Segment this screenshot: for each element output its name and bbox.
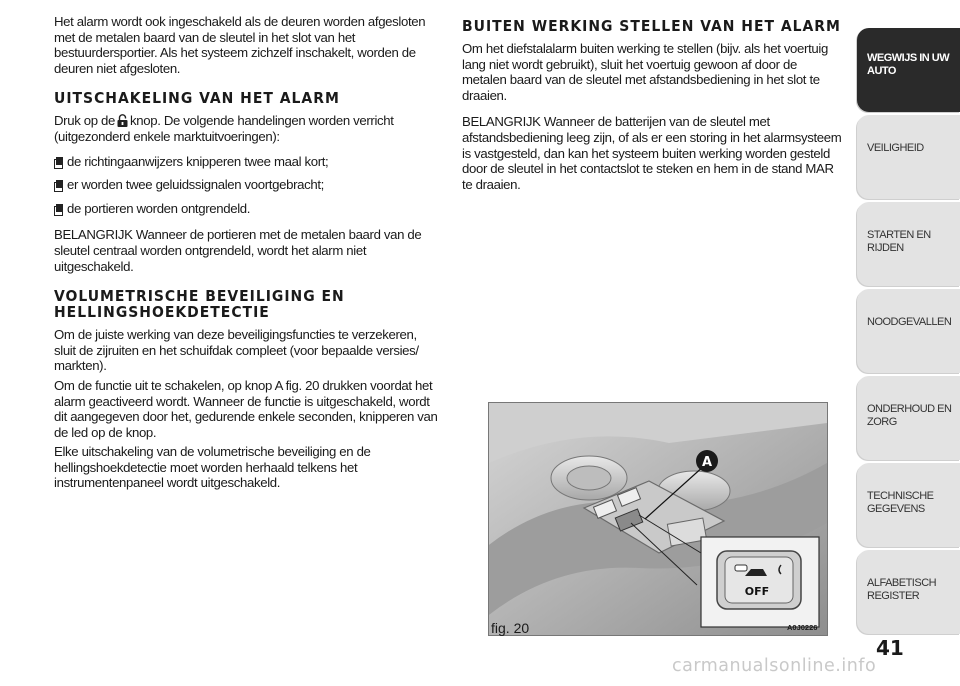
section-title-volumetric: VOLUMETRISCHE BEVEILIGING EN HELLINGSHOEKDETECTIE — [54, 287, 345, 322]
unlock-key-icon — [117, 114, 128, 127]
list-item: er worden twee geluidssignalen voortgebracht; — [54, 177, 439, 193]
tab-noodgevallen[interactable]: NOODGEVALLEN — [857, 289, 960, 373]
volumetric-paragraph-3: Elke uitschakeling van de volumetrische beveiliging en de hellingshoekdetectie moet worden herhaald telkens het instrumentenpaneel wordt uitgeschakeld. — [54, 444, 371, 491]
off-button-label: OFF — [744, 585, 770, 598]
figure-20-roof-console — [488, 402, 828, 636]
disable-paragraph: Om het diefstalalarm buiten werking te stellen (bijv. als het voertuig lang niet wordt gebruikt), sluit het voertuig gewoon af door de metalen baard van de sleutel met afstandsbediening in het slot te draaien. — [462, 41, 828, 103]
section-title-disable-alarm: BUITEN WERKING STELLEN VAN HET ALARM — [462, 17, 841, 35]
tab-veiligheid[interactable]: VEILIGHEID — [857, 115, 960, 199]
bullet-icon — [54, 204, 63, 214]
callout-label-a: A — [701, 455, 713, 470]
page-number: 41 — [876, 636, 904, 660]
figure-code: A0J0226 — [787, 623, 818, 632]
bullet-icon — [54, 157, 63, 167]
battery-note: BELANGRIJK Wanneer de batterijen van de sleutel met afstandsbediening leeg zijn, of als er een storing in het alarmsysteem is vastgesteld, dan kan het systeem buiten werking worden gesteld door de sleutel in het contactslot te steken en hem in de stand MAR te draaien. — [462, 114, 842, 192]
list-item: de richtingaanwijzers knipperen twee maal kort; — [54, 154, 439, 170]
right-column — [462, 18, 842, 201]
tab-starten-en-rijden[interactable]: STARTEN EN RIJDEN — [857, 202, 960, 286]
unlock-instruction: Druk op de knop. De volgende handelingen worden verricht (uitgezonderd enkele marktuitvoeringen): — [54, 113, 394, 144]
tab-wegwijs[interactable]: WEGWIJS IN UW AUTO — [857, 28, 960, 112]
tab-alfabetisch-register[interactable]: ALFABETISCH REGISTER — [857, 550, 960, 634]
list-item: de portieren worden ontgrendeld. — [54, 201, 439, 217]
volumetric-paragraph-1: Om de juiste werking van deze beveiligingsfuncties te verzekeren, sluit de zijruiten en het schuifdak compleet (voor bepaalde versies/ markten). — [54, 327, 419, 374]
figure-caption: fig. 20 — [491, 620, 530, 636]
bullet-icon — [54, 180, 63, 190]
left-column — [54, 14, 439, 500]
roof-console-illustration — [489, 403, 827, 635]
important-note: BELANGRIJK Wanneer de portieren met de metalen baard van de sleutel centraal worden ontgrendeld, wordt het alarm niet uitgeschakeld. — [54, 227, 422, 274]
tab-onderhoud-en-zorg[interactable]: ONDERHOUD EN ZORG — [857, 376, 960, 460]
tab-technische-gegevens[interactable]: TECHNISCHE GEGEVENS — [857, 463, 960, 547]
intro-paragraph: Het alarm wordt ook ingeschakeld als de deuren worden afgesloten met de metalen baard van de sleutel in het slot van het bestuurdersportier. Als het systeem zichzelf inschakelt, worden de deuren niet afgesloten. — [54, 14, 426, 76]
volumetric-paragraph-2: Om de functie uit te schakelen, op knop A fig. 20 drukken voordat het alarm geactiveerd wordt. Wanneer de functie is uitgeschakeld, wordt dit aangegeven door het, gedurende enkele seconden, knipperen van de led op de knop. — [54, 377, 438, 440]
watermark: carmanualsonline.info — [672, 656, 877, 676]
section-title-alarm-off: UITSCHAKELING VAN HET ALARM — [54, 89, 340, 108]
